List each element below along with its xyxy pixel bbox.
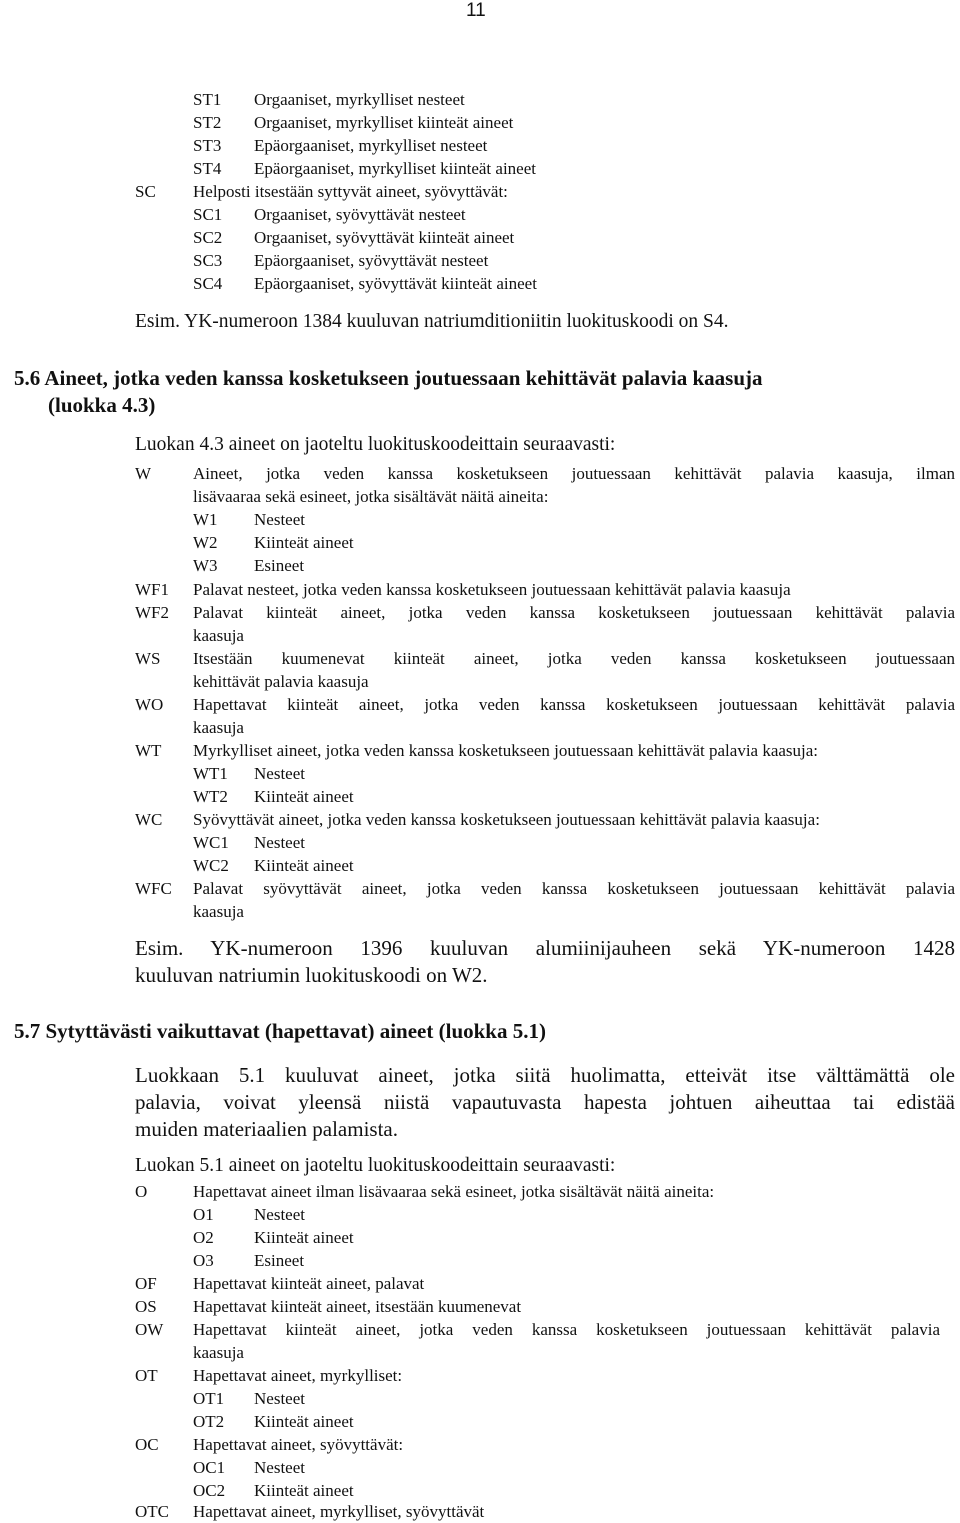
section-heading-5-6: [14, 365, 955, 392]
list-item-code: ST3: [193, 136, 222, 155]
subclass-code: WT1: [193, 764, 228, 783]
subclass-code: W1: [193, 510, 218, 529]
class-description: Hapettavat aineet ilman lisävaaraa sekä esineet, jotka sisältävät näitä aineita:: [193, 1182, 715, 1201]
example-text: Esim. YK-numeroon 1384 kuuluvan natriumditioniitin luokituskoodi on S4.: [135, 311, 729, 332]
sc-code: SC: [135, 182, 156, 201]
subclass-code: OC2: [193, 1481, 226, 1500]
subclass-code: O2: [193, 1228, 214, 1247]
subclass-text: Kiinteät aineet: [254, 1481, 354, 1500]
class-code: WFC: [135, 879, 172, 898]
subclass-code: WC1: [193, 833, 229, 852]
desc-line: kaasuja: [193, 1343, 244, 1362]
class-code: OS: [135, 1297, 157, 1316]
desc-line: Palavat syövyttävät aineet, jotka veden kanssa kosketukseen joutuessaan kehittävät palavia: [193, 879, 955, 898]
list-item-code: SC3: [193, 251, 223, 270]
section-heading-5-7: 5.7 Sytyttävästi vaikuttavat (hapettavat) aineet (luokka 5.1): [14, 1019, 546, 1043]
desc-line: lisävaaraa sekä esineet, jotka sisältävät näitä aineita:: [193, 487, 549, 506]
list-item-text: Orgaaniset, myrkylliset kiinteät aineet: [254, 113, 514, 132]
subclass-text: Nesteet: [254, 1389, 305, 1408]
para-line: kuuluvan natriumin luokituskoodi on W2.: [135, 963, 488, 987]
class-code: OF: [135, 1274, 157, 1293]
class-description: [193, 647, 955, 693]
heading-line-2: (luokka 4.3): [48, 393, 156, 417]
example-paragraph: [135, 935, 955, 989]
class-description: [193, 462, 955, 508]
subclass-code: O3: [193, 1251, 214, 1270]
class-description: Hapettavat kiinteät aineet, palavat: [193, 1274, 425, 1293]
class-code: OC: [135, 1435, 159, 1454]
list-item-code: SC4: [193, 274, 223, 293]
list-item-text: Orgaaniset, myrkylliset nesteet: [254, 90, 465, 109]
desc-line: Hapettavat kiinteät aineet, jotka veden kanssa kosketukseen joutuessaan kehittävät palavia: [193, 695, 955, 714]
subclass-code: OT1: [193, 1389, 225, 1408]
class-description: [193, 1318, 940, 1364]
class-description: Hapettavat aineet, myrkylliset:: [193, 1366, 403, 1385]
list-item-text: Orgaaniset, syövyttävät kiinteät aineet: [254, 228, 515, 247]
desc-line: kaasuja: [193, 718, 244, 737]
subclass-text: Esineet: [254, 1251, 305, 1270]
heading-line-1: 5.6 Aineet, jotka veden kanssa kosketukseen joutuessaan kehittävät palavia kaasuja: [14, 366, 763, 390]
class-code: WF1: [135, 580, 169, 599]
subclass-code: WT2: [193, 787, 228, 806]
para-line: Esim. YK-numeroon 1396 kuuluvan alumiinijauheen sekä YK-numeroon 1428: [135, 936, 955, 960]
subclass-code: W3: [193, 556, 218, 575]
desc-line: Hapettavat kiinteät aineet, jotka veden kanssa kosketukseen joutuessaan kehittävät palavia: [193, 1320, 940, 1339]
list-item-text: Epäorgaaniset, myrkylliset kiinteät aineet: [254, 159, 536, 178]
sc-description: Helposti itsestään syttyvät aineet, syövyttävät:: [193, 182, 508, 201]
subclass-code: W2: [193, 533, 218, 552]
class-code: OW: [135, 1320, 164, 1339]
class-description: Palavat nesteet, jotka veden kanssa kosketukseen joutuessaan kehittävät palavia kaasuja: [193, 580, 791, 599]
subclass-text: Kiinteät aineet: [254, 856, 354, 875]
class-description: Syövyttävät aineet, jotka veden kanssa kosketukseen joutuessaan kehittävät palavia kaasuja:: [193, 810, 820, 829]
list-item-code: SC2: [193, 228, 223, 247]
class-code: WF2: [135, 603, 169, 622]
list-item-text: Orgaaniset, syövyttävät nesteet: [254, 205, 466, 224]
desc-line: kaasuja: [193, 626, 244, 645]
class-code: WC: [135, 810, 163, 829]
subclass-code: OT2: [193, 1412, 225, 1431]
para-line: muiden materiaalien palamista.: [135, 1117, 398, 1141]
list-item-code: SC1: [193, 205, 223, 224]
desc-line: Palavat kiinteät aineet, jotka veden kanssa kosketukseen joutuessaan kehittävät palavia: [193, 603, 955, 622]
list-item-text: Epäorgaaniset, syövyttävät kiinteät aineet: [254, 274, 537, 293]
subclass-code: WC2: [193, 856, 229, 875]
desc-line: Itsestään kuumenevat kiinteät aineet, jotka veden kanssa kosketukseen joutuessaan: [193, 649, 955, 668]
subclass-code: OC1: [193, 1458, 226, 1477]
subclass-text: Nesteet: [254, 1458, 305, 1477]
para-line: Luokkaan 5.1 kuuluvat aineet, jotka siitä huolimatta, etteivät itse välttämättä ole: [135, 1063, 955, 1087]
section-intro: Luokan 5.1 aineet on jaoteltu luokituskoodeittain seuraavasti:: [135, 1155, 616, 1176]
class-code: WS: [135, 649, 161, 668]
list-item-text: Epäorgaaniset, syövyttävät nesteet: [254, 251, 489, 270]
subclass-text: Nesteet: [254, 510, 305, 529]
class-description: Hapettavat aineet, syövyttävät:: [193, 1435, 404, 1454]
class-description: Hapettavat aineet, myrkylliset, syövyttävät: [193, 1502, 485, 1521]
desc-line: kehittävät palavia kaasuja: [193, 672, 369, 691]
subclass-text: Kiinteät aineet: [254, 787, 354, 806]
class-code: WT: [135, 741, 162, 760]
class-description: Myrkylliset aineet, jotka veden kanssa kosketukseen joutuessaan kehittävät palavia kaasuja:: [193, 741, 819, 760]
subclass-text: Esineet: [254, 556, 305, 575]
class-code: W: [135, 464, 152, 483]
subclass-text: Kiinteät aineet: [254, 1412, 354, 1431]
class-code: OTC: [135, 1502, 169, 1521]
class-description: [193, 693, 955, 739]
list-item-text: Epäorgaaniset, myrkylliset nesteet: [254, 136, 488, 155]
list-item-code: ST2: [193, 113, 222, 132]
subclass-text: Nesteet: [254, 1205, 305, 1224]
subclass-code: O1: [193, 1205, 214, 1224]
list-item-code: ST1: [193, 90, 222, 109]
subclass-text: Nesteet: [254, 833, 305, 852]
class-code: OT: [135, 1366, 158, 1385]
desc-line: Aineet, jotka veden kanssa kosketukseen joutuessaan kehittävät palavia kaasuja, ilman: [193, 464, 955, 483]
subclass-text: Nesteet: [254, 764, 305, 783]
subclass-text: Kiinteät aineet: [254, 533, 354, 552]
desc-line: kaasuja: [193, 902, 244, 921]
class-code: O: [135, 1182, 148, 1201]
para-line: palavia, voivat yleensä niistä vapautuvasta hapesta johtuen aiheuttaa tai edistää: [135, 1090, 955, 1114]
section-paragraph: [135, 1062, 955, 1143]
class-description: [193, 601, 955, 647]
subclass-text: Kiinteät aineet: [254, 1228, 354, 1247]
section-intro: Luokan 4.3 aineet on jaoteltu luokituskoodeittain seuraavasti:: [135, 434, 616, 455]
page-number: 11: [466, 0, 486, 21]
list-item-code: ST4: [193, 159, 222, 178]
class-description: Hapettavat kiinteät aineet, itsestään kuumenevat: [193, 1297, 522, 1316]
class-description: [193, 877, 955, 923]
class-code: WO: [135, 695, 164, 714]
